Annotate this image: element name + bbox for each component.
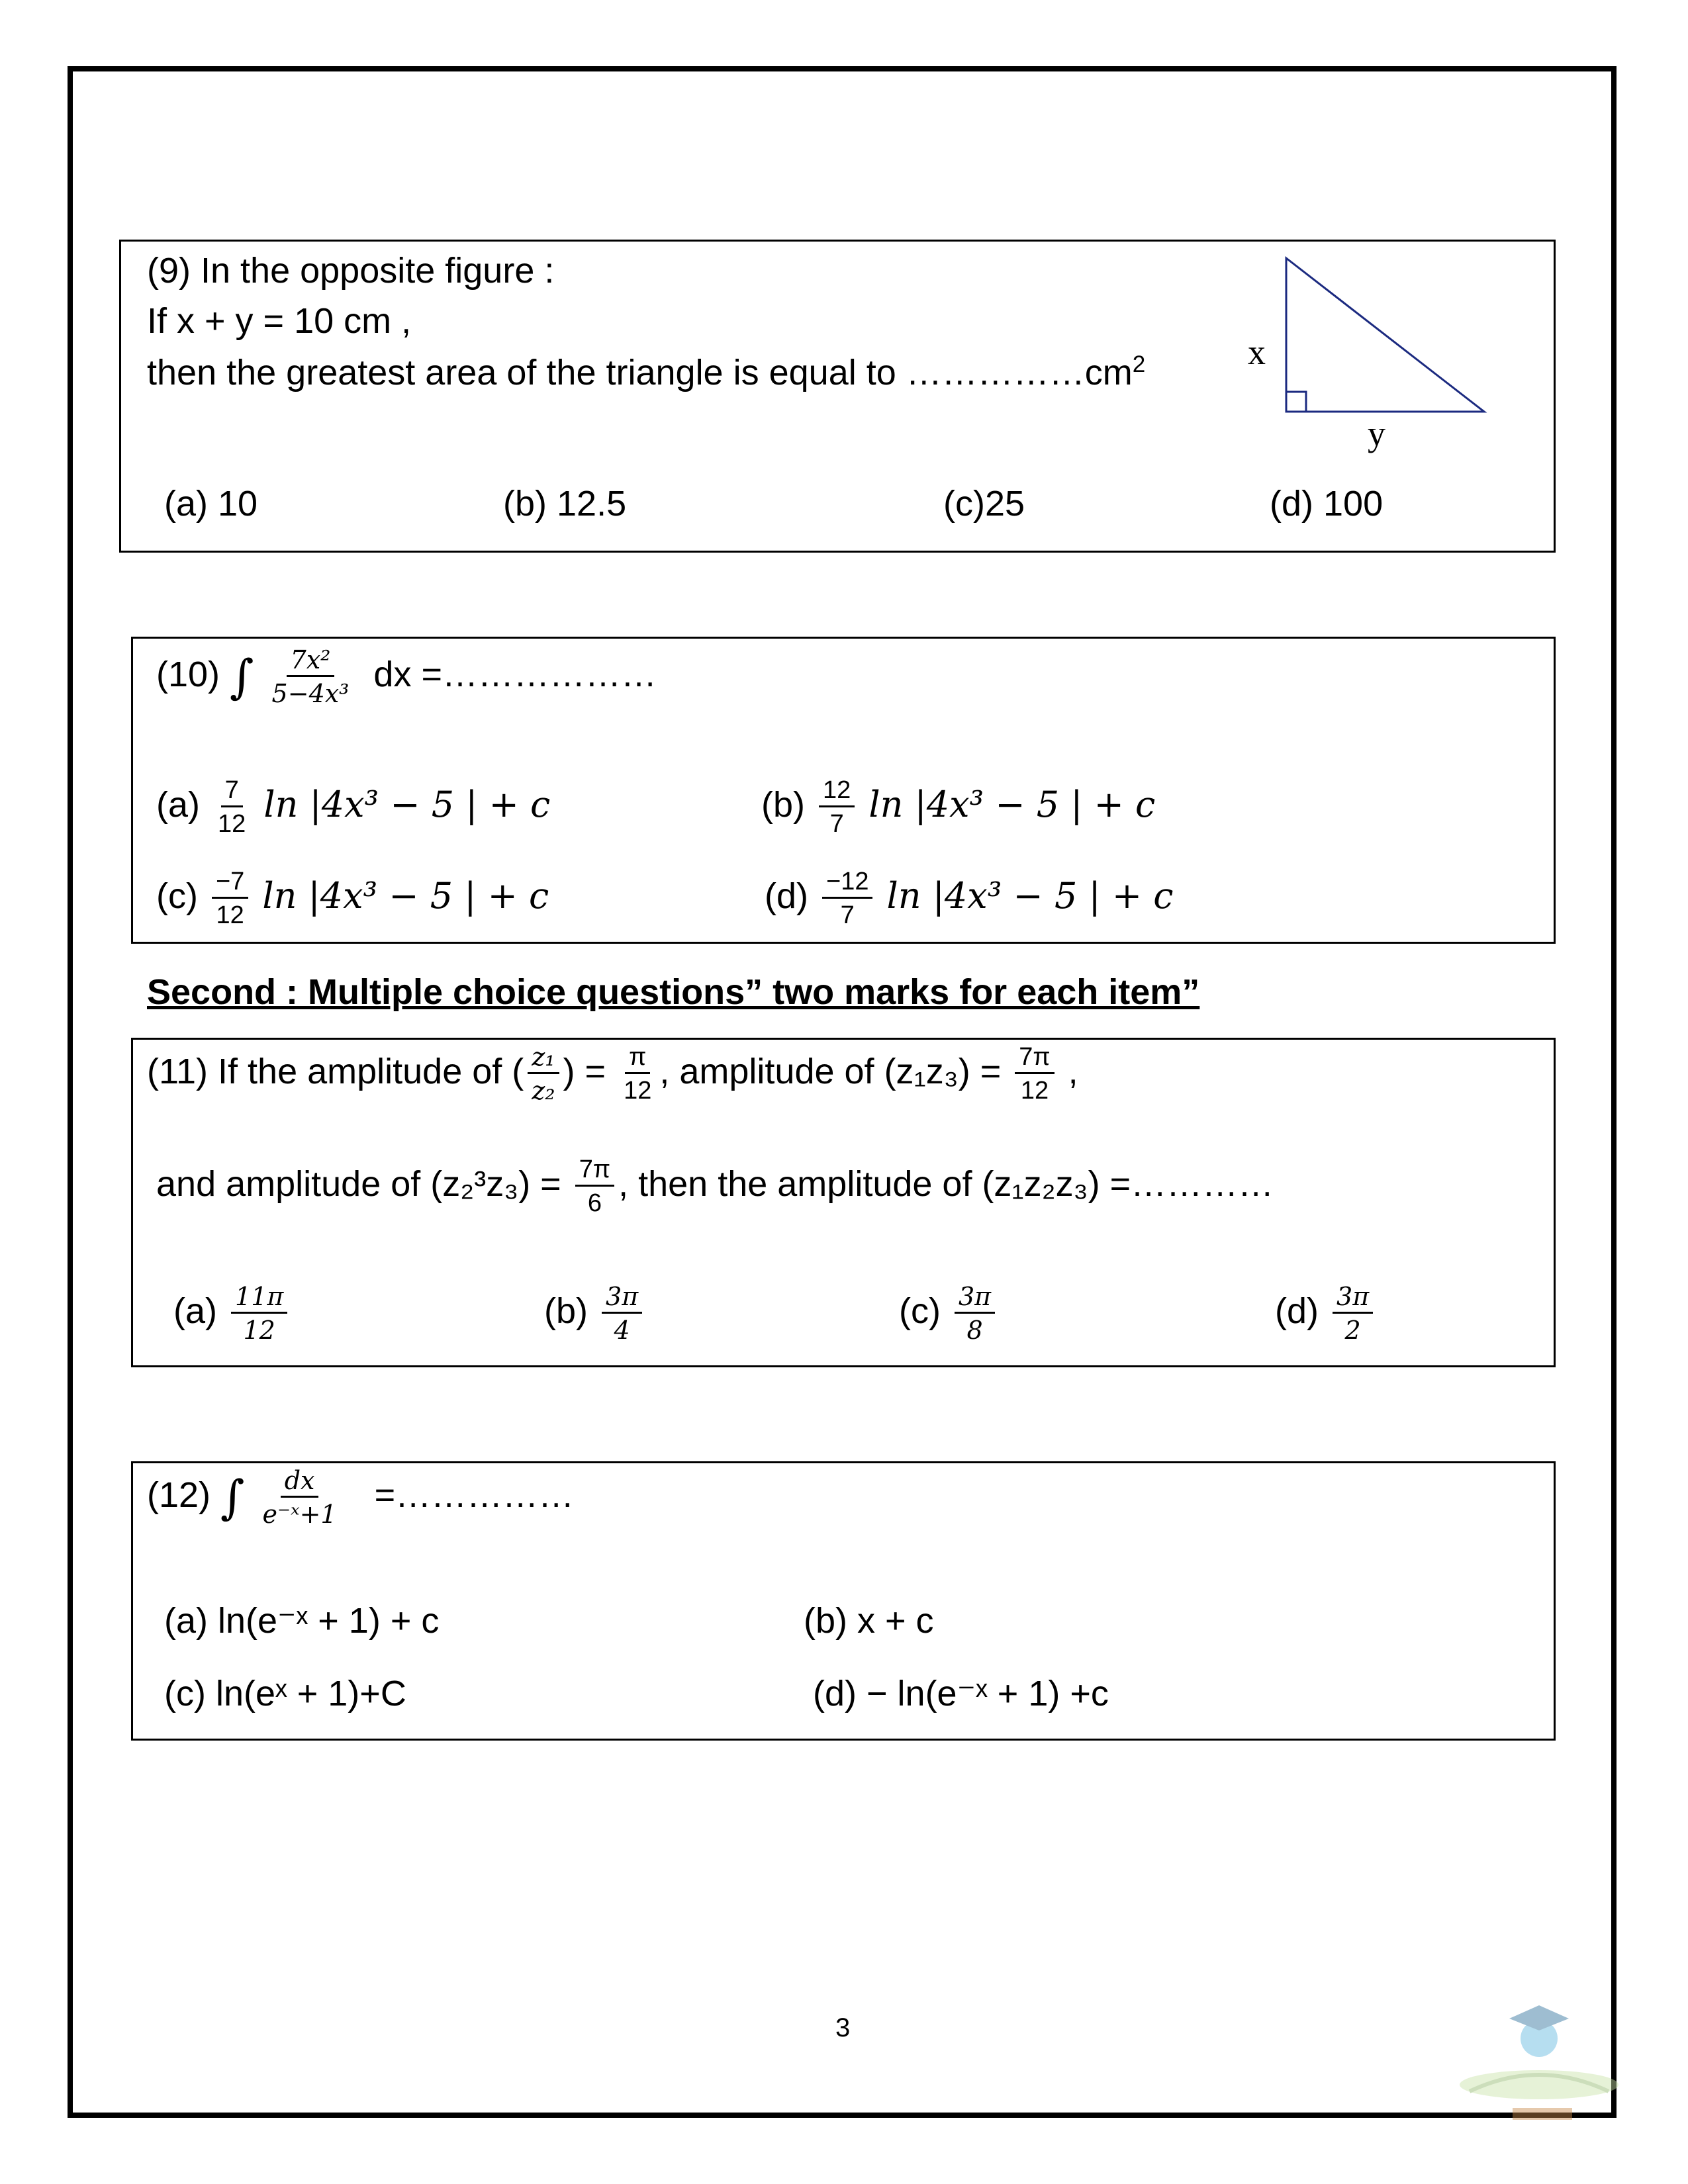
q10-option-d-label: (d) [765, 876, 808, 916]
q9-line3-text: then the greatest area of the triangle is equal to ……………cm [147, 353, 1133, 392]
q11-prefix: (11) If the amplitude of ( [147, 1051, 524, 1091]
q11-mid2: , amplitude of (z₁z₃) = [659, 1051, 1002, 1091]
q11-option-a-value [231, 1284, 287, 1343]
q11-f4-num: 7π [575, 1157, 614, 1187]
q11-option-a [173, 1284, 291, 1343]
q10-a-expr: ln |4x³ − 5 | + c [263, 783, 551, 825]
q10-option-a-coef [214, 778, 250, 837]
q10-c-num: −7 [212, 869, 248, 899]
q9-option-d: (d) 100 [1270, 484, 1383, 523]
q10-denominator: 5−4x³ [271, 679, 350, 708]
q9-line3 [147, 353, 1145, 390]
q11-f2-num: π [625, 1044, 650, 1074]
q11-b-num: 3π [602, 1284, 642, 1314]
q11-line2-prefix: and amplitude of (z₂³z₃) = [156, 1163, 561, 1204]
q11-option-d-label: (d) [1275, 1291, 1319, 1331]
q11-mid3: , [1058, 1051, 1078, 1091]
q11-line2 [156, 1157, 1274, 1216]
q10-b-expr: ln |4x³ − 5 | + c [868, 783, 1156, 825]
q12-denominator: e⁻ˣ+1 [262, 1500, 337, 1529]
q9-option-b: (b) 12.5 [503, 484, 627, 523]
integral-sign: ∫ [220, 1470, 245, 1525]
q10-option-c [156, 869, 549, 928]
q11-option-b-label: (b) [544, 1291, 588, 1331]
q11-b-den: 4 [614, 1316, 630, 1345]
q11-c-den: 8 [966, 1316, 983, 1345]
q10-option-b [761, 778, 1155, 837]
q11-mid1: ) = [563, 1051, 606, 1091]
q11-option-d [1275, 1284, 1377, 1343]
q11-option-c [899, 1284, 999, 1343]
q11-f3-den: 12 [1020, 1077, 1049, 1105]
q11-fraction-pi-12 [620, 1044, 655, 1103]
q10-c-den: 12 [216, 901, 244, 929]
q12-option-d: (d) − ln(e⁻ˣ + 1) +c [813, 1674, 1109, 1713]
q9-option-a: (a) 10 [164, 484, 258, 523]
q11-f4-den: 6 [587, 1189, 602, 1217]
q11-d-den: 2 [1344, 1316, 1361, 1345]
q9-line3-sup: 2 [1132, 351, 1146, 377]
q11-f1-den: z₂ [532, 1076, 555, 1105]
q10-d-expr: ln |4x³ − 5 | + c [886, 874, 1174, 917]
q10-numerator: 7x² [287, 647, 335, 677]
q10-option-d [765, 869, 1173, 928]
q9-figure-label-y: y [1368, 414, 1385, 453]
q10-option-c-coef [212, 869, 248, 928]
q10-fraction [268, 647, 353, 706]
watermark-logo [1443, 1992, 1635, 2131]
q10-b-num: 12 [819, 778, 855, 807]
q10-option-a [156, 778, 550, 837]
q11-option-b [544, 1284, 646, 1343]
q10-d-num: −12 [822, 869, 872, 899]
q11-option-a-label: (a) [173, 1291, 217, 1331]
q11-f2-den: 12 [624, 1077, 652, 1105]
q10-label: (10) [156, 654, 220, 694]
page-number: 3 [835, 2013, 851, 2042]
right-angle-marker [1286, 392, 1306, 412]
q11-f1-num: z₁ [528, 1044, 559, 1074]
q11-option-c-label: (c) [899, 1291, 941, 1331]
q11-option-c-value [955, 1284, 995, 1343]
q12-numerator: dx [281, 1468, 319, 1498]
q10-option-b-label: (b) [761, 784, 805, 825]
q11-option-b-value [602, 1284, 642, 1343]
q10-option-d-coef [822, 869, 872, 928]
q10-d-den: 7 [840, 901, 855, 929]
q9-line1: (9) In the opposite figure : [147, 251, 555, 291]
q12-label: (12) [147, 1475, 211, 1515]
q11-fraction-7pi-6 [575, 1157, 614, 1216]
q12-option-b: (b) x + c [804, 1601, 934, 1641]
q11-line2-suffix: , then the amplitude of (z₁z₂z₃) =………… [618, 1163, 1274, 1204]
q9-line2: If x + y = 10 cm , [147, 301, 412, 341]
q9-figure-label-x: x [1248, 332, 1266, 372]
q11-fraction-z1-z2 [528, 1044, 559, 1103]
q10-stem [156, 647, 657, 706]
q11-option-d-value [1333, 1284, 1373, 1343]
q10-c-expr: ln |4x³ − 5 | + c [262, 874, 549, 917]
q10-a-den: 12 [218, 810, 246, 838]
q10-tail: dx =……………… [373, 654, 657, 694]
triangle-shape [1286, 258, 1484, 412]
q11-c-num: 3π [955, 1284, 995, 1314]
q11-fraction-7pi-12 [1015, 1044, 1054, 1103]
q12-option-a: (a) ln(e⁻ˣ + 1) + c [164, 1601, 440, 1641]
section-heading: Second : Multiple choice questions” two marks for each item” [147, 972, 1200, 1012]
q10-b-den: 7 [829, 810, 844, 838]
q11-f3-num: 7π [1015, 1044, 1054, 1074]
q11-a-num: 11π [231, 1284, 287, 1314]
q10-option-c-label: (c) [156, 876, 198, 916]
q12-option-c: (c) ln(eˣ + 1)+C [164, 1674, 406, 1713]
q11-line1 [147, 1044, 1078, 1103]
q9-option-c: (c)25 [943, 484, 1025, 523]
q11-a-den: 12 [243, 1316, 275, 1345]
q12-fraction [259, 1468, 341, 1527]
q10-a-num: 7 [221, 778, 243, 807]
q10-option-b-coef [819, 778, 855, 837]
q12-stem [147, 1468, 574, 1527]
q11-d-num: 3π [1333, 1284, 1373, 1314]
q12-tail: =…………… [374, 1475, 575, 1515]
q10-option-a-label: (a) [156, 784, 200, 825]
integral-sign: ∫ [230, 649, 254, 704]
